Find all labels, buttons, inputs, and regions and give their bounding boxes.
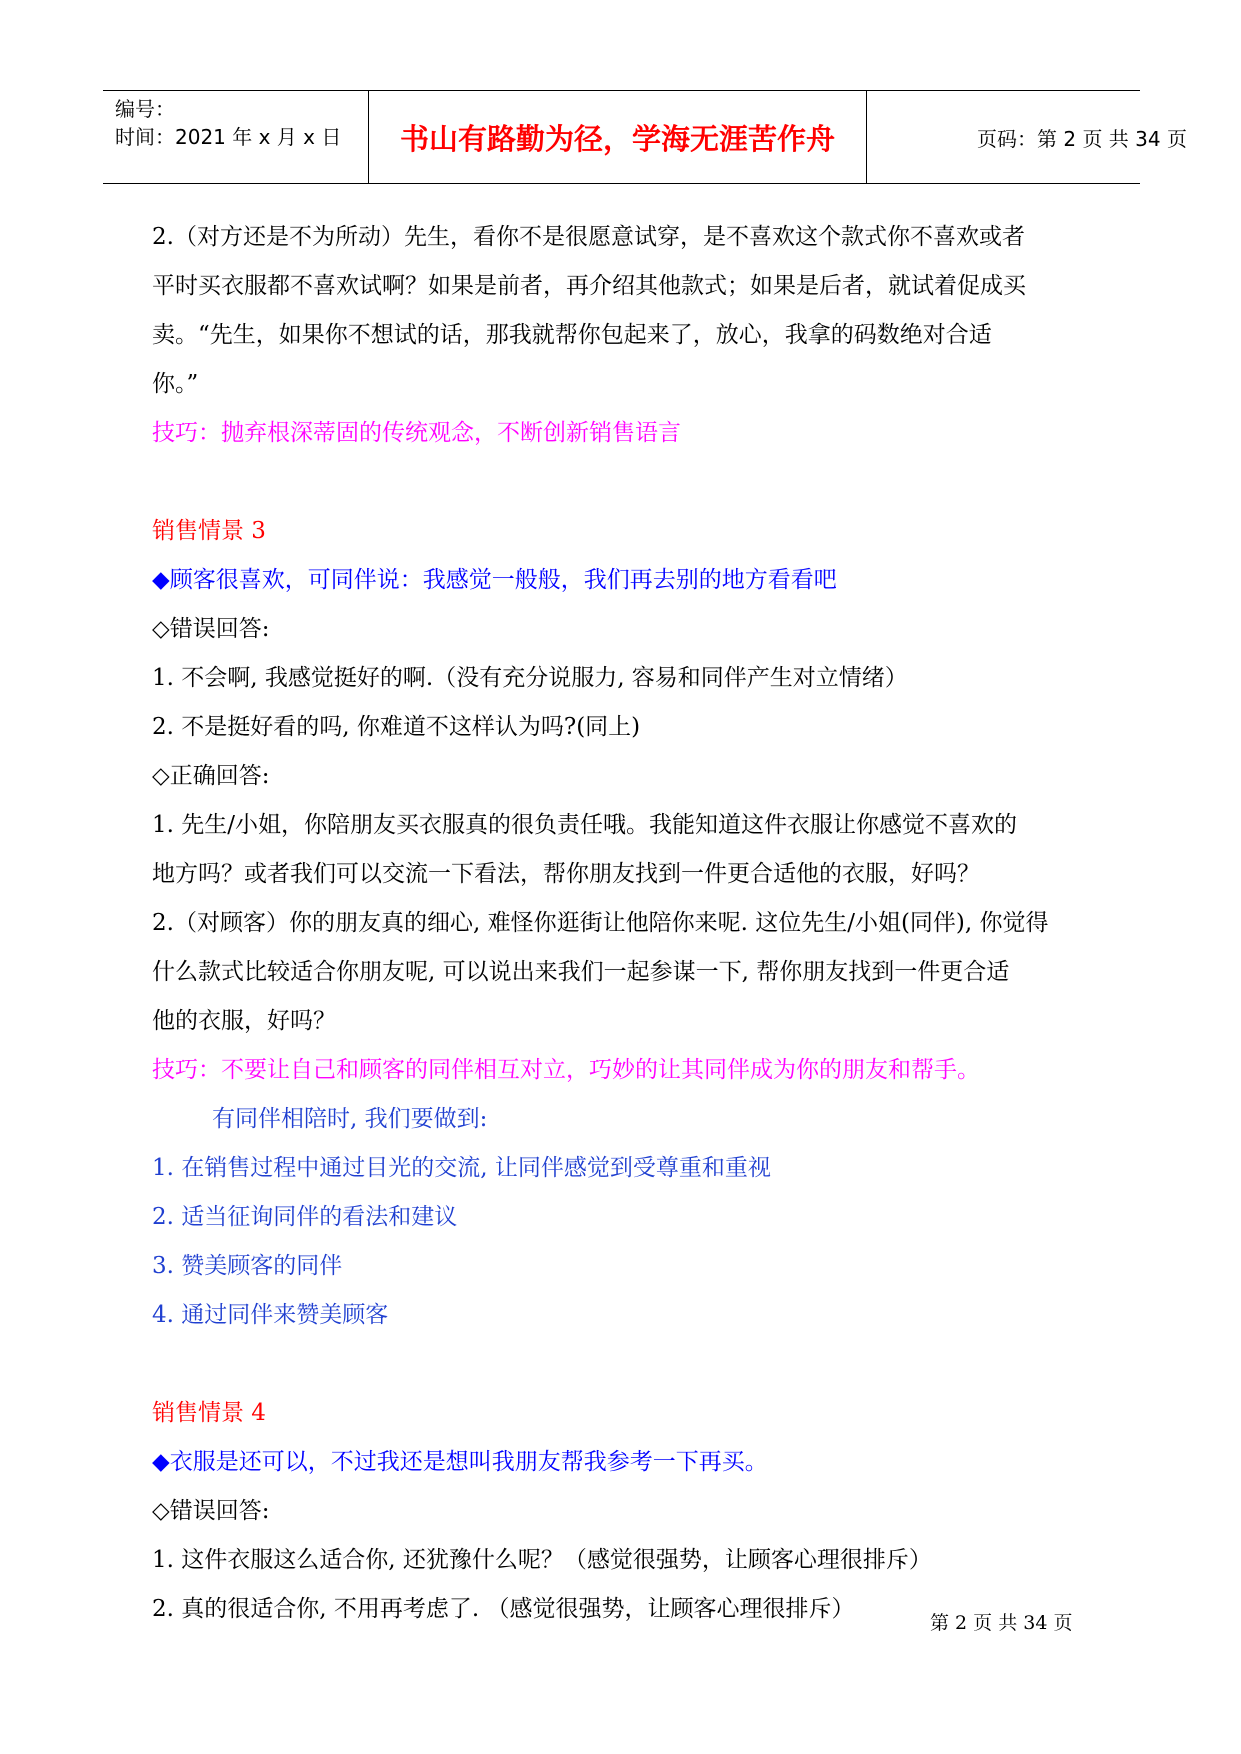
scenario-question: ◆顾客很喜欢，可同伴说：我感觉一般般，我们再去别的地方看看吧 — [152, 567, 837, 593]
header-page-cell — [867, 91, 1187, 183]
page-footer: 第 2 页 共 34 页 — [930, 1612, 1073, 1634]
paragraph-line: 2.（对方还是不为所动）先生，看你不是很愿意试穿，是不喜欢这个款式你不喜欢或者 — [152, 224, 1025, 250]
scenario-title: 销售情景 3 — [152, 518, 266, 544]
list-item: 2. 适当征询同伴的看法和建议 — [152, 1204, 458, 1230]
paragraph-line: 平时买衣服都不喜欢试啊？如果是前者，再介绍其他款式；如果是后者，就试着促成买 — [152, 273, 1026, 299]
header-motto-cell — [368, 91, 867, 183]
spacer — [152, 1340, 1092, 1389]
right-answer-heading: ◇正确回答: — [152, 763, 270, 789]
wrong-answer-item: 2. 不是挺好看的吗, 你难道不这样认为吗?(同上) — [152, 714, 641, 740]
right-answer-item: 1. 先生/小姐，你陪朋友买衣服真的很负责任哦。我能知道这件衣服让你感觉不喜欢的 — [152, 812, 1018, 838]
list-subheading: 有同伴相陪时, 我们要做到: — [212, 1106, 488, 1132]
scenario-question: ◆衣服是还可以，不过我还是想叫我朋友帮我参考一下再买。 — [152, 1449, 768, 1475]
paragraph-line: 卖。“先生，如果你不想试的话，那我就帮你包起来了，放心，我拿的码数绝对合适 — [152, 322, 992, 348]
wrong-answer-item: 2. 真的很适合你, 不用再考虑了. （感觉很强势，让顾客心理很排斥） — [152, 1596, 855, 1622]
document-time-label: 时间：2021 年 x 月 x 日 — [115, 125, 342, 149]
right-answer-item: 2.（对顾客）你的朋友真的细心, 难怪你逛街让他陪你来呢. 这位先生/小姐(同伴), 你觉得 — [152, 910, 1049, 936]
tip-line: 技巧：不要让自己和顾客的同伴相互对立，巧妙的让其同伴成为你的朋友和帮手。 — [152, 1057, 980, 1083]
tip-line: 技巧：抛弃根深蒂固的传统观念，不断创新销售语言 — [152, 420, 681, 446]
header-page-number: 页码：第 2 页 共 34 页 — [977, 127, 1187, 151]
wrong-answer-heading: ◇错误回答: — [152, 616, 270, 642]
scenario-title: 销售情景 4 — [152, 1400, 266, 1426]
header-meta-cell — [103, 91, 367, 183]
wrong-answer-heading: ◇错误回答: — [152, 1498, 270, 1524]
spacer — [152, 458, 1092, 507]
paragraph-line: 你。” — [152, 371, 199, 397]
list-item: 1. 在销售过程中通过目光的交流, 让同伴感觉到受尊重和重视 — [152, 1155, 771, 1181]
document-number-label: 编号： — [115, 97, 175, 121]
page-header — [103, 90, 1187, 184]
document-body — [152, 213, 1092, 1634]
list-item: 4. 通过同伴来赞美顾客 — [152, 1302, 389, 1328]
wrong-answer-item: 1. 这件衣服这么适合你, 还犹豫什么呢？（感觉很强势，让顾客心理很排斥） — [152, 1547, 932, 1573]
wrong-answer-item: 1. 不会啊, 我感觉挺好的啊.（没有充分说服力, 容易和同伴产生对立情绪） — [152, 665, 908, 691]
header-motto: 书山有路勤为径，学海无涯苦作舟 — [399, 122, 835, 156]
list-item: 3. 赞美顾客的同伴 — [152, 1253, 343, 1279]
right-answer-item: 什么款式比较适合你朋友呢, 可以说出来我们一起参谋一下, 帮你朋友找到一件更合适 — [152, 959, 1010, 985]
right-answer-item: 他的衣服，好吗？ — [152, 1008, 336, 1034]
right-answer-item: 地方吗？或者我们可以交流一下看法，帮你朋友找到一件更合适他的衣服，好吗？ — [152, 861, 980, 887]
